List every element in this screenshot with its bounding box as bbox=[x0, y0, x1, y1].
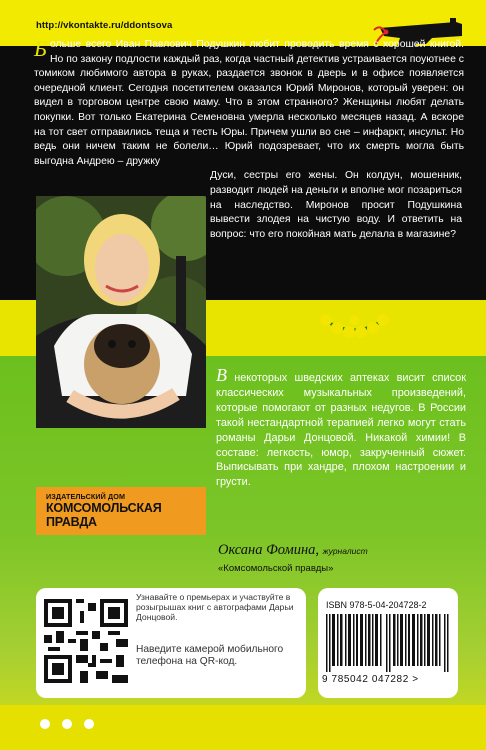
annotation-text-narrow: Дуси, сестры его жены. Он колдун, мошенник, разводит людей на деньги и вполне мог позариться на наследство. Миронов просит Подушкина вывести злодея на чистую воду. И ответить на вопрос: что его покойная мать делала в магазине? bbox=[210, 170, 462, 240]
barcode bbox=[326, 614, 450, 672]
author-url[interactable]: http://vkontakte.ru/ddontsova bbox=[36, 20, 173, 31]
publisher-logo bbox=[36, 487, 206, 535]
barcode-panel bbox=[318, 588, 458, 698]
publisher-top-label: ИЗДАТЕЛЬСКИЙ ДОМ bbox=[46, 492, 126, 501]
author-role: журналист bbox=[322, 546, 368, 556]
qr-promo-text: Узнавайте о премьерах и участвуйте в розыгрышах книг с автографами Дарьи Донцовой. bbox=[136, 592, 294, 622]
quote-author bbox=[218, 542, 468, 559]
publisher-name-line1: КОМСОМОЛЬСКАЯ bbox=[46, 501, 162, 515]
qr-code[interactable] bbox=[44, 596, 128, 686]
author-name: Оксана Фомина, bbox=[218, 542, 320, 558]
publisher-name bbox=[46, 501, 162, 529]
qr-instruction-text: Наведите камерой мобильного телефона на QR-код. bbox=[136, 644, 284, 667]
annotation-drop-letter: Б bbox=[34, 36, 47, 61]
decor-dot bbox=[84, 719, 94, 729]
qr-panel bbox=[36, 588, 306, 698]
barcode-number: 9 785042 047282 > bbox=[322, 674, 419, 685]
author-photo bbox=[36, 196, 206, 428]
decor-dot bbox=[62, 719, 72, 729]
annotation-text-full: ольше всего Иван Павлович Подушкин любит проводить время с хорошей книгой. Но по закону подлости каждый раз, когда частный детектив устраивается поуютнее с томиком любимого автора в руках, раздается звонок в дверь и в офисе появляется очередной клиент. Сегодня посетителем оказался Юрий Миронов, который уверен: он видел в торговом центре свою маму. Что в этом странного? Женщины любят делать покупки. Вот только Екатерина Семеновна умерла несколько месяцев назад. А вскоре на тот свет отправились теща и тесть Юры. Причем ушли во сне – инфаркт, инсульт. Но ведь они ничем таким не болели… Юрий подозревает, что их смерть могла быть выгодна Андрею – дружку bbox=[34, 39, 464, 167]
quote-text: некоторых шведских аптеках висит список классических музыкальных произведений, которые помогают от разных недугов. В России такой нестандартной терапией легко могут стать романы Дарьи Донцовой. Никакой химии! В составе: легкость, юмор, закрученный сюжет. Выписывать при хандре, плохом настроении и грусти. bbox=[216, 372, 466, 489]
quote-drop-letter: В bbox=[216, 365, 227, 385]
bottom-yellow-band bbox=[0, 705, 486, 750]
isbn-label: ISBN 978-5-04-204728-2 bbox=[326, 600, 427, 610]
publisher-name-line2: ПРАВДА bbox=[46, 515, 97, 529]
decor-dot bbox=[40, 719, 50, 729]
flower-wreath-icon bbox=[318, 304, 390, 344]
review-quote bbox=[216, 365, 466, 490]
author-publication: «Комсомольской правды» bbox=[218, 563, 334, 574]
